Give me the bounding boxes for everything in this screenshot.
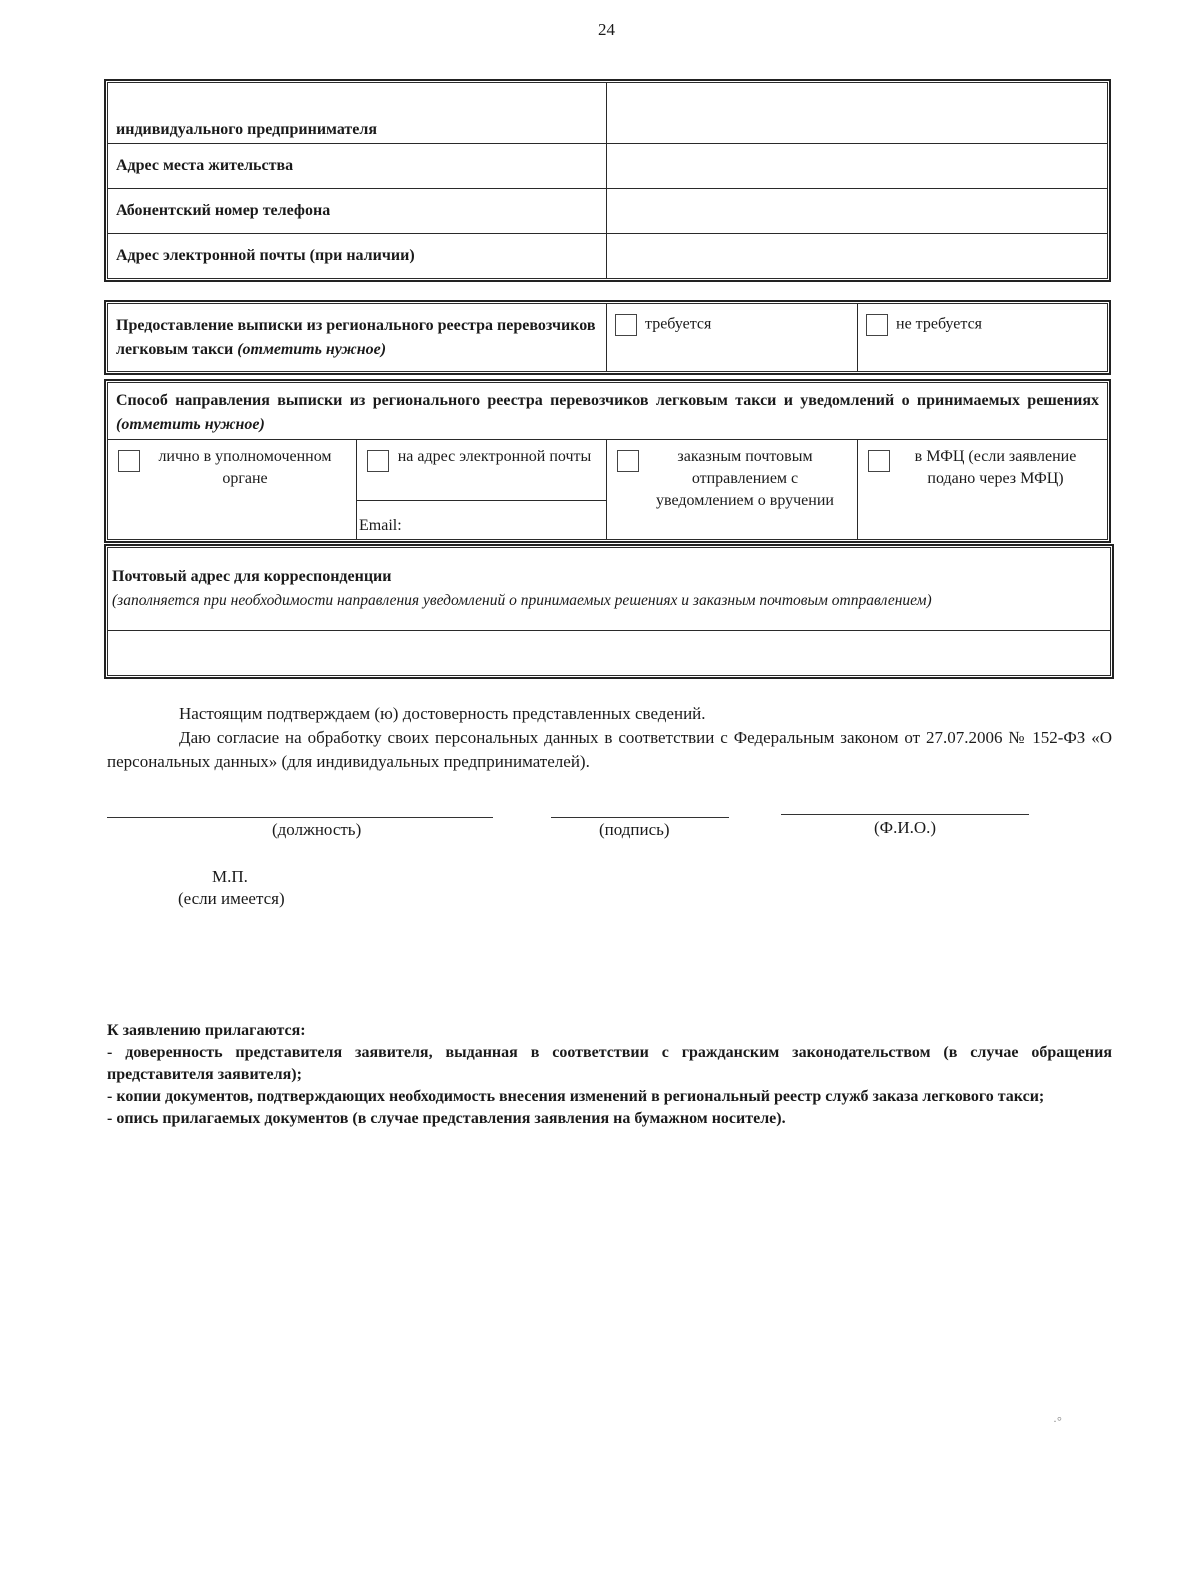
checkbox-icon[interactable] — [615, 314, 637, 336]
option-in-person[interactable] — [108, 440, 357, 540]
postal-address-field[interactable] — [108, 631, 1111, 676]
table-row — [108, 631, 1111, 676]
page-number: 24 — [598, 20, 615, 39]
attachments-title: К заявлению прилагаются: — [107, 1022, 306, 1039]
row-label-entrepreneur: индивидуального предпринимателя — [108, 83, 607, 144]
signature-line[interactable] — [551, 817, 729, 818]
declaration-line-1: Настоящим подтверждаем (ю) достоверность представленных сведений. — [179, 704, 706, 723]
delivery-method-title: Способ направления выписки из регионального реестра перевозчиков легковым такси и уведомлений о принимаемых решениях — [116, 392, 1099, 409]
position-signature-line[interactable] — [107, 817, 493, 818]
checkbox-icon[interactable] — [617, 450, 639, 472]
option-registered-mail[interactable] — [607, 440, 858, 540]
row-label-residence-address: Адрес места жительства — [108, 144, 607, 189]
checkbox-icon[interactable] — [868, 450, 890, 472]
option-not-required-label: не требуется — [896, 315, 983, 333]
option-required[interactable] — [607, 304, 858, 372]
corner-mark: ·° — [1053, 1414, 1062, 1428]
table-row — [108, 144, 1108, 189]
checkbox-icon[interactable] — [118, 450, 140, 472]
table-row — [108, 234, 1108, 279]
signature-caption: (подпись) — [599, 820, 670, 839]
declaration — [107, 702, 1112, 774]
extract-request-table — [107, 303, 1108, 372]
table-row — [108, 83, 1108, 144]
list-item: - доверенность представителя заявителя, выданная в соответствии с гражданским законодательством (в случае обращения представителя заявителя); — [107, 1044, 1112, 1083]
delivery-method-table — [107, 382, 1108, 540]
option-in-person-label: лично в уполномоченном органе — [158, 448, 332, 487]
email-field[interactable] — [607, 234, 1108, 279]
email-input-cell[interactable] — [357, 501, 607, 540]
declaration-line-2: Даю согласие на обработку своих персональных данных в соответствии с Федеральным законом от 27.07.2006 № 152-ФЗ «О персональных данных» (для индивидуальных предпринимателей). — [107, 728, 1112, 771]
position-caption: (должность) — [272, 820, 362, 839]
table-row — [108, 440, 1108, 501]
full-name-caption: (Ф.И.О.) — [874, 818, 937, 837]
email-input-label: Email: — [359, 517, 402, 534]
postal-address-title: Почтовый адрес для корреспонденции — [112, 568, 392, 585]
extract-label-main: Предоставление выписки из регионального реестра перевозчиков легковым такси — [116, 317, 596, 358]
stamp-label: М.П. — [212, 867, 248, 886]
list-item: - копии документов, подтверждающих необходимость внесения изменений в региональный реестр служб заказа легкового такси; — [107, 1088, 1045, 1105]
row-label-phone: Абонентский номер телефона — [108, 189, 607, 234]
entrepreneur-value-field[interactable] — [607, 83, 1108, 144]
stamp-note: (если имеется) — [178, 889, 285, 908]
delivery-method-header — [108, 383, 1108, 440]
list-item: - опись прилагаемых документов (в случае представления заявления на бумажном носителе). — [107, 1110, 786, 1127]
row-label-email: Адрес электронной почты (при наличии) — [108, 234, 607, 279]
attachments-list — [107, 1020, 1112, 1130]
residence-address-field[interactable] — [607, 144, 1108, 189]
postal-address-hint: (заполняется при необходимости направления уведомлений о принимаемых решениях и заказным почтовым отправлением) — [112, 592, 932, 609]
option-mfc[interactable] — [858, 440, 1108, 540]
option-email[interactable] — [357, 440, 607, 501]
table-row — [108, 304, 1108, 372]
applicant-info-table — [107, 82, 1108, 279]
postal-address-header — [108, 548, 1111, 631]
checkbox-icon[interactable] — [866, 314, 888, 336]
option-not-required[interactable] — [858, 304, 1108, 372]
full-name-signature-line[interactable] — [781, 814, 1029, 815]
postal-address-table — [107, 547, 1111, 676]
option-email-label: на адрес электронной почты — [397, 448, 592, 465]
table-row — [108, 189, 1108, 234]
extract-label-hint: (отметить нужное) — [237, 341, 387, 358]
option-registered-mail-label: заказным почтовым отправлением с уведомлением о вручении — [656, 448, 834, 509]
extract-label — [108, 304, 607, 372]
option-mfc-label: в МФЦ (если заявление подано через МФЦ) — [914, 448, 1077, 487]
checkbox-icon[interactable] — [367, 450, 389, 472]
phone-field[interactable] — [607, 189, 1108, 234]
option-required-label: требуется — [645, 315, 712, 333]
table-row — [108, 383, 1108, 440]
delivery-method-hint: (отметить нужное) — [116, 416, 265, 433]
table-row — [108, 548, 1111, 631]
